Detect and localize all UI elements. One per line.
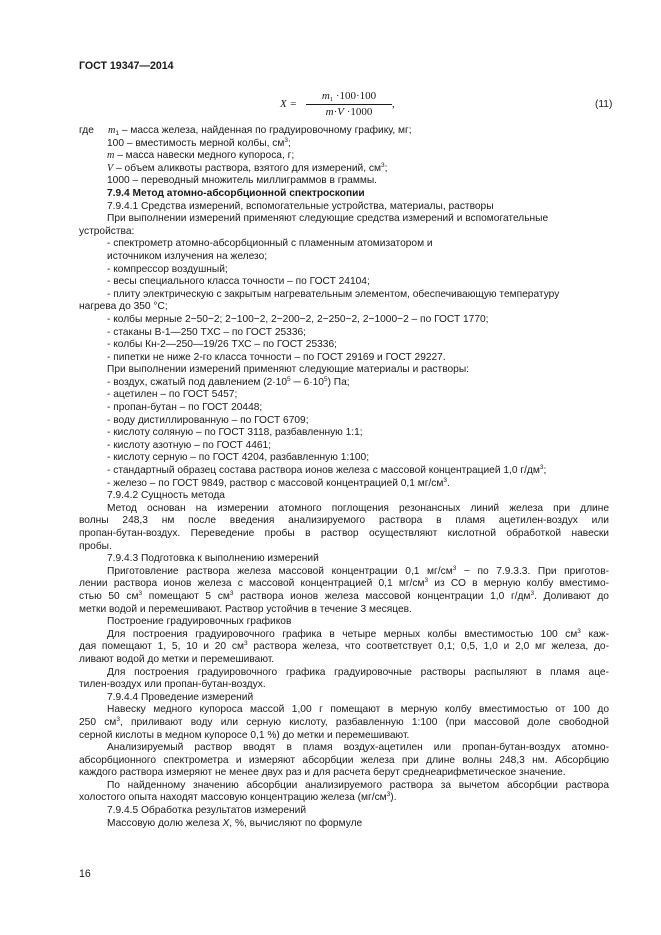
section-7-9-4-5-title: 7.9.4.5 Обработка результатов измерений <box>107 805 307 817</box>
paragraph-line: При выполнении измерений применяют следующие материалы и растворы: <box>107 364 469 376</box>
formula-den-m: m <box>325 105 334 118</box>
sup: 3 <box>424 577 429 585</box>
sup: 3 <box>577 627 581 635</box>
list-item: - колбы мерные 2−50−2; 2−100−2, 2−200−2, 2−250−2, 2−1000−2 – по ГОСТ 1770; <box>107 313 489 325</box>
formula-11 <box>280 90 600 120</box>
paragraph-line: абсорбционного спектрометра и измеряют абсорбции железа при длине волны 248,3 нм. Абсорбцию <box>79 754 609 766</box>
symbol-v: V <box>107 162 114 174</box>
where-100-end: ; <box>287 137 291 149</box>
formula-comma: , <box>392 98 395 110</box>
list-item <box>79 478 609 491</box>
paragraph-line <box>79 641 609 654</box>
r2a: лении раствора ионов железа с массовой концентрацией 0,1 мг/см <box>79 578 425 590</box>
paragraph-line: пробы. <box>79 540 112 552</box>
sup: 3 <box>452 564 457 572</box>
paragraph-line: пропан-бутан-воздух. Переведение пробы в раствор осуществляют кислотной обработкой навески <box>79 528 609 539</box>
paragraph-line <box>79 566 609 579</box>
paragraph-line: Анализируемый раствор вводят в пламя воздух-ацетилен или пропан-бутан-воздух атомно- <box>107 742 609 754</box>
paragraph-line: Для построения градуировочного графика градуировочные растворы распыляют в пламя аце- <box>107 666 609 678</box>
equation-number: (11) <box>595 99 613 110</box>
list-item: - кислоту азотную – по ГОСТ 4461; <box>107 439 272 451</box>
section-7-9-4-4-title: 7.9.4.4 Проведение измерений <box>107 691 254 703</box>
section-7-9-4-title: 7.9.4 Метод атомно-абсорбционной спектроскопии <box>107 187 365 199</box>
paragraph-line <box>79 591 609 604</box>
m01b: ─ 6·10 <box>290 376 324 388</box>
symbol-m1: m <box>108 125 116 136</box>
last-c: , %, вычисляют по формуле <box>229 817 363 829</box>
r1b: − по 7.9.3.3. При приготов- <box>456 565 609 577</box>
sup: 3 <box>116 715 120 723</box>
r3c: раствора ионов железа массовой концентрации 1,0 г/дм <box>233 590 531 602</box>
where-line-1000: 1000 – переводный множитель миллиграммов в граммы. <box>107 175 377 187</box>
formula-num-subscript: 1 <box>329 96 334 103</box>
formula-denominator: m·V ·1000 <box>325 105 373 118</box>
document-header: ГОСТ 19347—2014 <box>79 60 174 72</box>
paragraph-line <box>79 818 609 831</box>
f2b: ). <box>390 792 397 804</box>
n2b: , приливают воду или серную кислоту, разбавленную 1:100 (при массовой доле свободной <box>119 716 609 728</box>
where-100-text: 100 – вместимость мерной колбы, см <box>107 137 285 149</box>
sup: 3 <box>229 589 234 597</box>
where-v-text: – объем аликвоты раствора, взятого для измерений, см <box>113 162 382 174</box>
m08e: ; <box>543 465 547 477</box>
list-item <box>79 377 609 390</box>
m09: - железо – по ГОСТ 9849, раствор с массовой концентрацией 0,1 мг/см <box>107 477 444 489</box>
paragraph-line: волны 248,3 нм после введения анализируемого раствора в пламя ацетилен-воздух или <box>79 515 609 527</box>
sup: 3 <box>386 791 391 799</box>
g2a: дая помещают 1, 5, 10 и 20 см <box>79 641 244 653</box>
paragraph-line: устройства: <box>79 225 135 237</box>
sup: 5 <box>323 375 328 383</box>
formula-den-rest: ·1000 <box>343 105 373 118</box>
g2b: раствора железа, что соответствует 0,1; 0,5, 1,0 и 2,0 мг железа, до- <box>247 641 609 653</box>
list-item: - весы специального класса точности – по ГОСТ 24104; <box>107 276 370 288</box>
sup: 3 <box>539 464 544 472</box>
last-a: Массовую долю железа <box>107 817 223 829</box>
formula-den-v: V <box>337 105 344 118</box>
symbol-m: m <box>107 150 115 162</box>
list-item: - пипетки не ниже 2-го класса точности – по ГОСТ 29169 и ГОСТ 29227. <box>107 351 446 363</box>
subsection-title: Построение градуировочных графиков <box>107 616 292 628</box>
sup: 3 <box>284 136 288 144</box>
m08: - стандартный образец состава раствора ионов железа с массовой концентрацией 1,0 г/дм <box>107 465 540 477</box>
paragraph-line <box>79 717 609 730</box>
paragraph-line: ливают водой до метки и перемешивают. <box>79 653 275 665</box>
paragraph-line: По найденному значению абсорбции анализируемого раствора за вычетом абсорбции раствора <box>107 779 609 791</box>
r3d: . Доливают до <box>534 590 609 602</box>
n2a: 250 см <box>79 716 117 728</box>
m01a: - воздух, сжатый под давлением (2·10 <box>107 376 288 388</box>
sup: 3 <box>443 476 448 484</box>
paragraph-line: каждого раствора измеряют не менее двух раз и для расчета берут среднеарифметическое значение. <box>79 767 566 779</box>
formula-numerator <box>306 90 392 105</box>
r1a: Приготовление раствора железа массовой концентрации 0,1 мг/см <box>107 565 453 577</box>
where-word: где <box>79 125 94 136</box>
list-item: нагрева до 350 °С; <box>79 301 168 313</box>
m09e: . <box>447 477 450 489</box>
symbol-m1-sub: 1 <box>115 130 120 137</box>
paragraph-line: серной кислоты в медном купоросе 0,1 %) до метки и перемешивают. <box>79 729 410 741</box>
sup: 3 <box>138 589 143 597</box>
paragraph-line: При выполнении измерений применяют следующие средства измерений и вспомогательные <box>107 213 549 225</box>
sup: 3 <box>530 589 535 597</box>
section-7-9-4-3-title: 7.9.4.3 Подготовка к выполнению измерений <box>107 553 319 565</box>
paragraph-line: Навеску медного купороса массой 1,00 г помещают в мерную колбу вместимостью от 100 до <box>107 704 609 716</box>
list-item: - стаканы В-1—250 ТХС – по ГОСТ 25336; <box>107 326 307 338</box>
paragraph-line: метки водой и перемешивают. Раствор устойчив в течение 3 месяцев. <box>79 603 412 615</box>
sup: 5 <box>287 375 291 383</box>
list-item: - компрессор воздушный; <box>107 263 228 275</box>
where-line-m <box>79 150 609 163</box>
r3b: помещают 5 см <box>142 590 230 602</box>
where-line-100 <box>79 138 609 151</box>
list-item: - ацетилен – по ГОСТ 5457; <box>107 389 238 401</box>
list-item: источником излучения на железо; <box>107 250 268 262</box>
list-item: - кислоту серную – по ГОСТ 4204, разбавленную 1:100; <box>107 452 370 464</box>
section-7-9-4-1-title: 7.9.4.1 Средства измерений, вспомогательные устройства, материалы, растворы <box>107 200 494 212</box>
document-body <box>79 125 609 830</box>
r2b: из СО в мерную колбу вместимо- <box>428 578 609 590</box>
section-7-9-4-2-title: 7.9.4.2 Сущность метода <box>107 490 225 502</box>
sup: 3 <box>243 640 248 648</box>
formula-num-symbol: m <box>321 90 330 102</box>
f2a: холостого опыта находят массовую концентрацию железа (мг/см <box>79 792 387 804</box>
page-number: 16 <box>79 868 91 880</box>
g1a: Для построения градуировочного графика в четыре мерных колбы вместимостью 100 см <box>107 628 578 640</box>
where-m-text: – масса навески медного купороса, г; <box>114 150 295 162</box>
where-g-text: – масса железа, найденная по градуировочному графику, мг; <box>119 125 412 136</box>
list-item: - кислоту соляную – по ГОСТ 3118, разбавленную 1:1; <box>107 427 363 439</box>
list-item: - пропан-бутан – по ГОСТ 20448; <box>107 402 263 414</box>
where-line-g <box>79 125 609 138</box>
paragraph-line <box>79 629 609 642</box>
list-item: - плиту электрическую с закрытым нагревательным элементом, обеспечивающую температуру <box>107 288 560 300</box>
m01c: ) Па; <box>327 376 350 388</box>
g1b: каж- <box>580 628 609 640</box>
r3a: стью 50 см <box>79 590 139 602</box>
formula-num-rest: ·100·100 <box>333 90 377 102</box>
list-item: - спектрометр атомно-абсорбционный с пламенным атомизатором и <box>107 238 433 250</box>
symbol-x: X <box>222 817 230 829</box>
sup: 3 <box>381 161 385 169</box>
paragraph-line <box>79 792 609 805</box>
formula-lhs: X = <box>280 98 297 110</box>
formula-fraction <box>306 90 392 118</box>
paragraph-line: Метод основан на измерении атомного поглощения резонансных линий железа при длине <box>107 502 609 514</box>
where-line-v <box>79 163 609 176</box>
where-v-end: ; <box>384 162 388 174</box>
list-item: - воду дистиллированную – по ГОСТ 6709; <box>107 414 309 426</box>
list-item <box>79 465 609 478</box>
list-item: - колбы Кн-2—250—19/26 ТХС – по ГОСТ 25336; <box>107 339 337 351</box>
paragraph-line: тилен-воздух или пропан-бутан-воздух. <box>79 679 266 691</box>
